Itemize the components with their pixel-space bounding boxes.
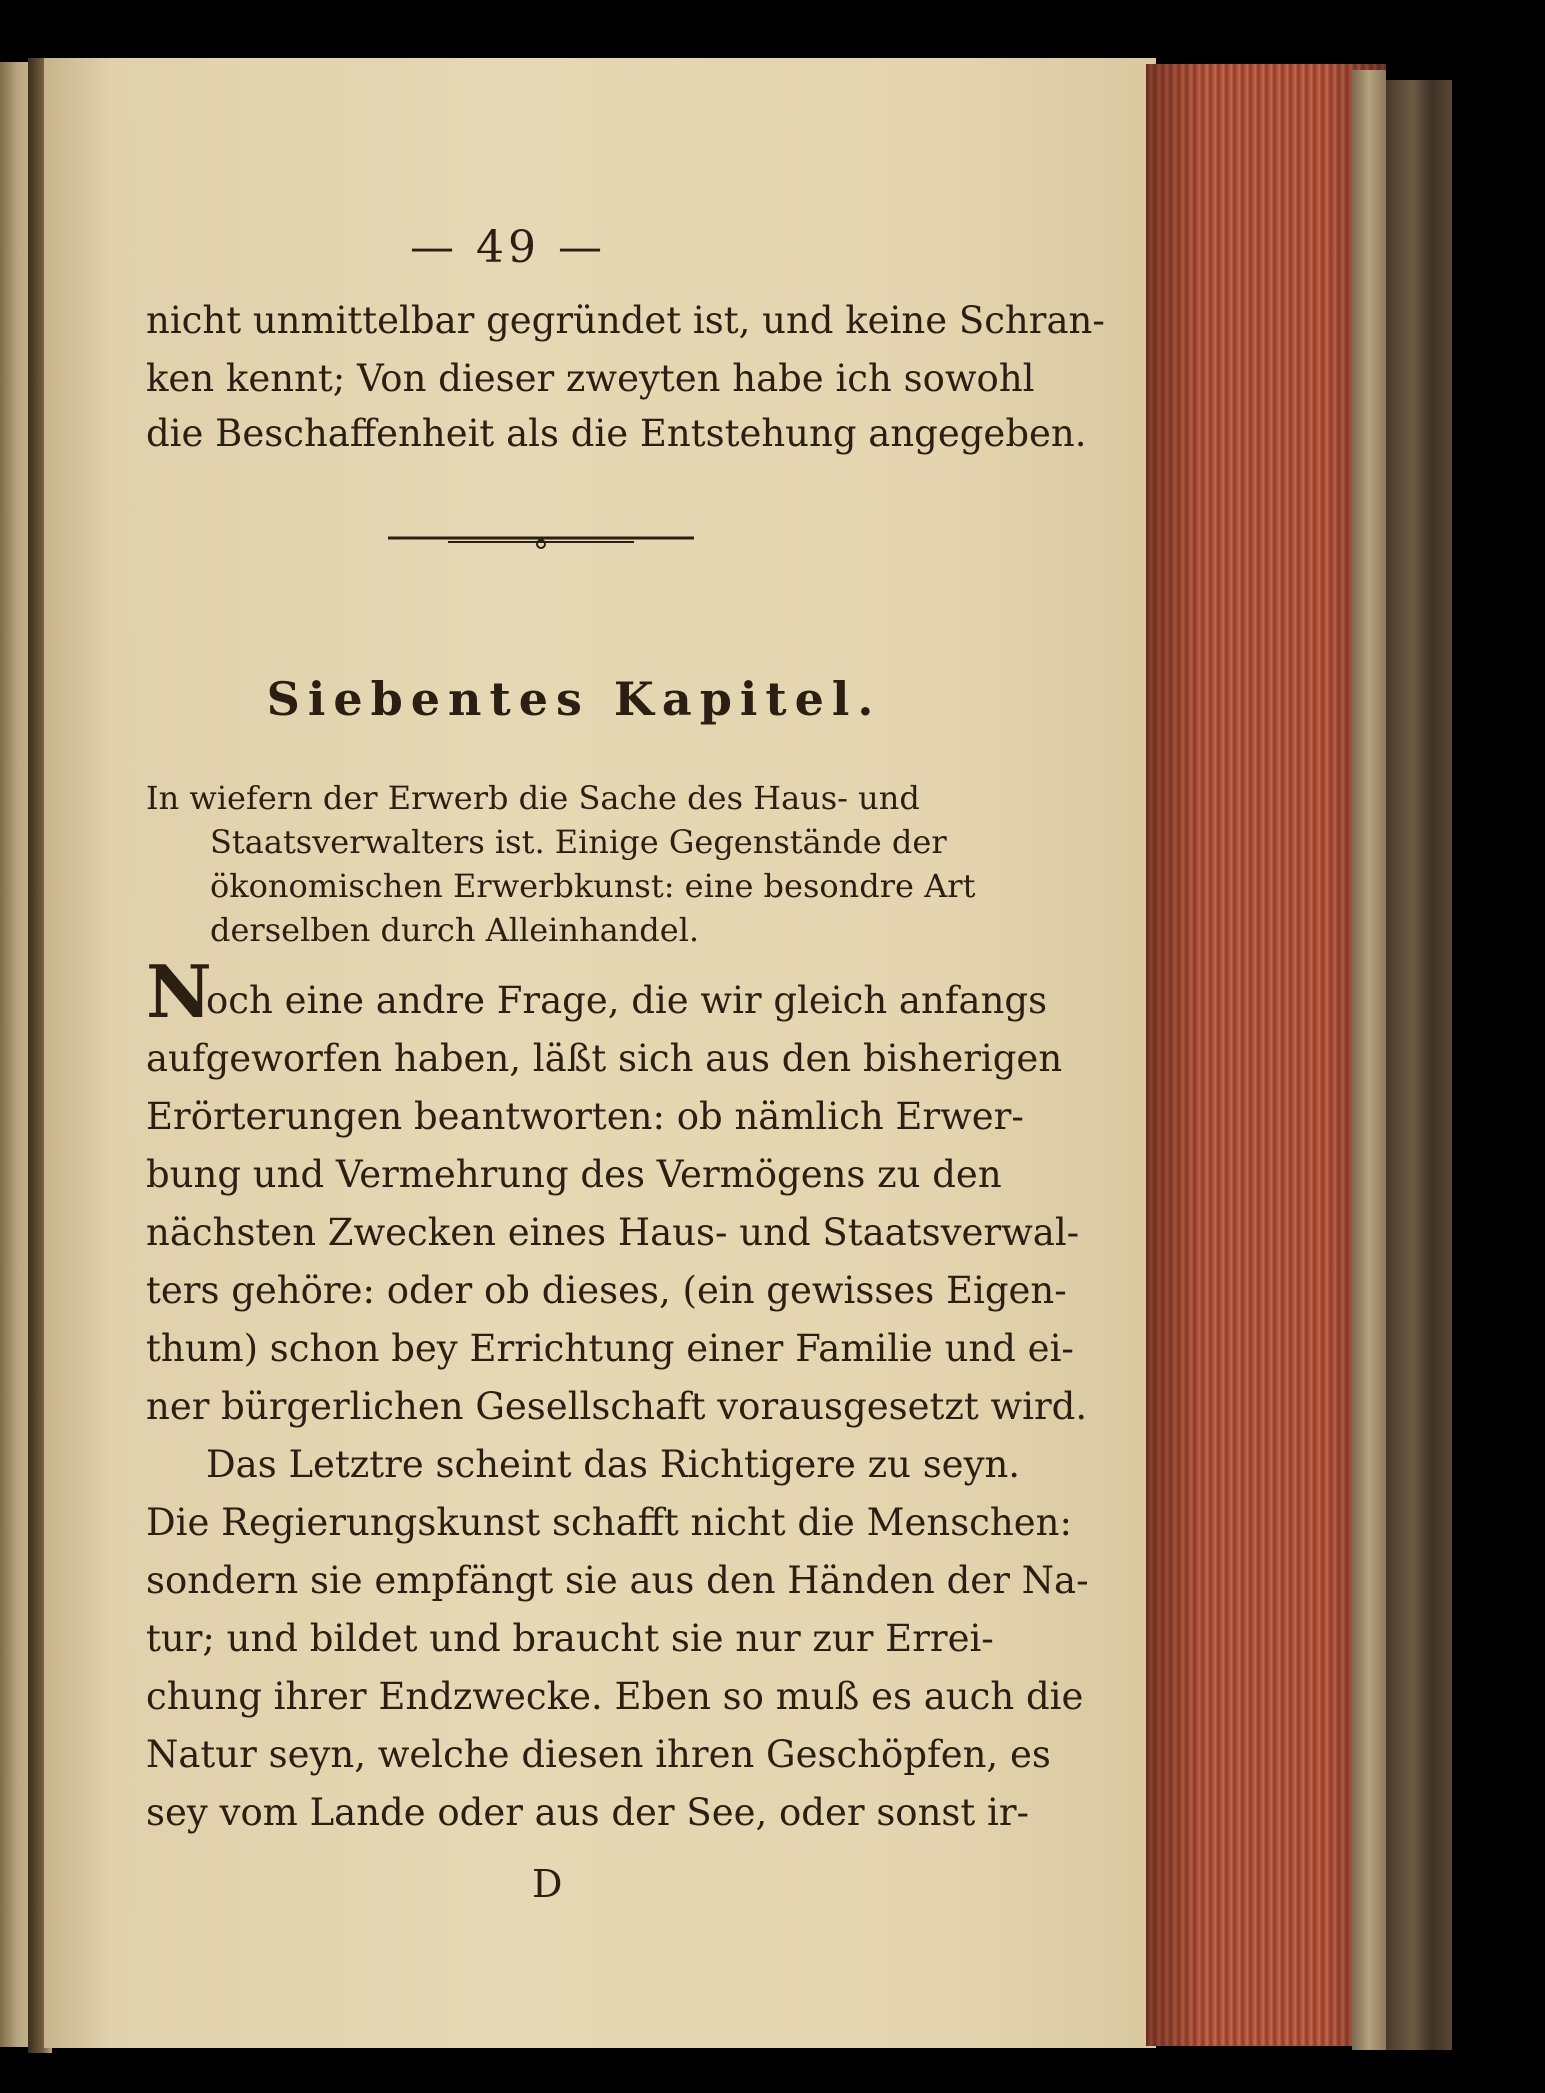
intro-line-3: die Beschaffenheit als die Entstehung angegeben. (146, 412, 1087, 455)
paragraph2-line-2: Die Regierungskunst schafft nicht die Menschen: (146, 1501, 1072, 1544)
paragraph2-line-6: Natur seyn, welche diesen ihren Geschöpfen, es (146, 1733, 1051, 1776)
intro-line-2: ken kennt; Von dieser zweyten habe ich sowohl (146, 357, 1035, 400)
page-number: — 49 — (410, 222, 606, 273)
paragraph1-first-line: och eine andre Frage, die wir gleich anfangs (206, 979, 1048, 1022)
fore-edge-shading (1146, 64, 1386, 2046)
paragraph1-line-6: ters gehöre: oder ob dieses, (ein gewisses Eigen- (146, 1269, 1067, 1312)
chapter-summary-line-3: ökonomischen Erwerbkunst: eine besondre Art (210, 867, 976, 905)
intro-line-1: nicht unmittelbar gegründet ist, und keine Schran- (146, 299, 1105, 342)
book-cover (1386, 80, 1452, 2050)
cover-board-edge (1352, 70, 1386, 2050)
paragraph1-line-8: ner bürgerlichen Gesellschaft vorausgesetzt wird. (146, 1385, 1088, 1428)
paragraph2-line-4: tur; und bildet und braucht sie nur zur Errei- (146, 1617, 994, 1660)
chapter-summary-line-1: In wiefern der Erwerb die Sache des Haus- und (146, 779, 920, 817)
paragraph1-line-5: nächsten Zwecken eines Haus- und Staatsverwal- (146, 1211, 1080, 1254)
chapter-summary-line-4: derselben durch Alleinhandel. (210, 911, 700, 949)
paragraph1-line-2: aufgeworfen haben, läßt sich aus den bisherigen (146, 1037, 1063, 1080)
paragraph2-line-7: sey vom Lande oder aus der See, oder sonst ir- (146, 1791, 1030, 1834)
paragraph1-line-7: thum) schon bey Errichtung einer Familie und ei- (146, 1327, 1074, 1370)
chapter-summary-line-2: Staatsverwalters ist. Einige Gegenstände der (210, 823, 947, 861)
section-divider-ornament (388, 532, 694, 550)
paragraph2-line-3: sondern sie empfängt sie aus den Händen der Na- (146, 1559, 1089, 1602)
chapter-title: Siebentes Kapitel. (266, 672, 882, 726)
drop-cap: N (146, 949, 212, 1034)
paragraph1-line-3: Erörterungen beantworten: ob nämlich Erwer- (146, 1095, 1024, 1138)
signature-mark: D (532, 1862, 563, 1906)
paragraph1-line-4: bung und Vermehrung des Vermögens zu den (146, 1153, 1002, 1196)
paragraph2-line-5: chung ihrer Endzwecke. Eben so muß es auch die (146, 1675, 1084, 1718)
paragraph2-line-1: Das Letztre scheint das Richtigere zu seyn. (206, 1443, 1021, 1486)
